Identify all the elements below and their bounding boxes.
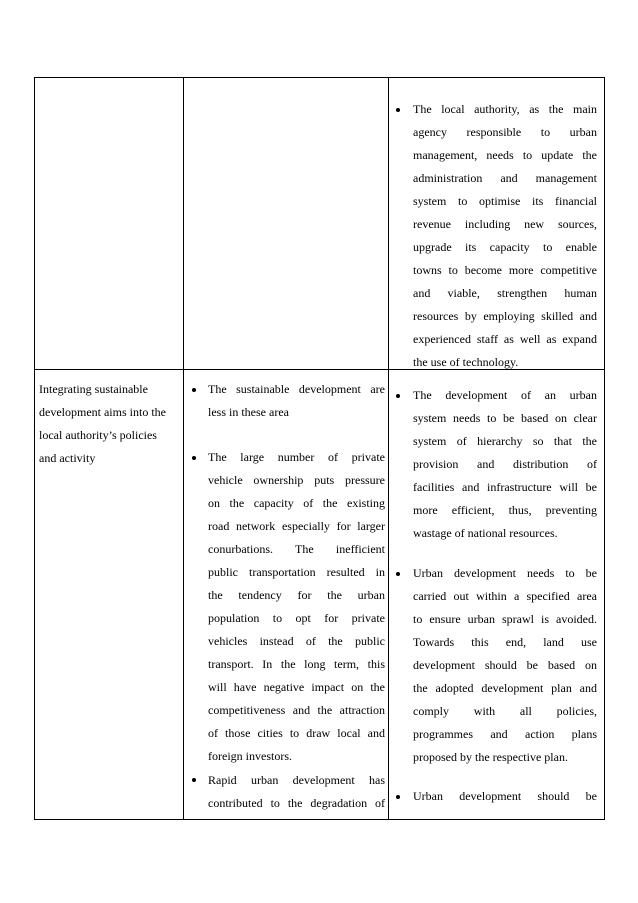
text-line: provision and distribution of — [413, 457, 597, 471]
text-line: programmes and action plans — [413, 727, 597, 741]
text-line: local authority’s policies — [39, 428, 157, 442]
text-line: vehicles instead of the public — [208, 634, 385, 648]
row1-col3-item1 — [413, 98, 597, 374]
text-line: system to optimise its financial — [413, 194, 597, 208]
text-line: management, needs to update the — [413, 148, 597, 162]
bullet-icon — [396, 394, 400, 398]
text-line: more efficient, thus, preventing — [413, 503, 597, 517]
text-line: population to opt for private — [208, 611, 385, 625]
text-line: system needs to be based on clear — [413, 411, 597, 425]
row2-col1-heading — [39, 378, 181, 470]
text-line: Rapid urban development has — [208, 773, 385, 787]
text-line: Urban development should be — [413, 789, 597, 803]
bullet-icon — [192, 456, 196, 460]
text-line: public transportation resulted in — [208, 565, 385, 579]
text-line: of those cities to draw local and — [208, 726, 385, 740]
text-line: transport. In the long term, this — [208, 657, 385, 671]
text-line: experienced staff as well as expand — [413, 332, 597, 346]
text-line: will have negative impact on the — [208, 680, 385, 694]
text-line: less in these area — [208, 405, 289, 419]
text-line: vehicle ownership puts pressure — [208, 473, 385, 487]
row2-col3-item2 — [413, 562, 597, 769]
text-line: development aims into the — [39, 405, 166, 419]
text-line: upgrade its capacity to enable — [413, 240, 597, 254]
text-line: The large number of private — [208, 450, 385, 464]
text-line: facilities and infrastructure will be — [413, 480, 597, 494]
text-line: revenue including new sources, — [413, 217, 597, 231]
row2-col2-item3 — [208, 769, 385, 815]
bullet-icon — [396, 108, 400, 112]
row1-col2-cell — [184, 78, 389, 370]
row2-col2-item1 — [208, 378, 385, 424]
text-line: wastage of national resources. — [413, 526, 558, 540]
text-line: the adopted development plan and — [413, 681, 597, 695]
text-line: The sustainable development are — [208, 382, 385, 396]
text-line: Urban development needs to be — [413, 566, 597, 580]
text-line: agency responsible to urban — [413, 125, 597, 139]
row2-col3-item1 — [413, 384, 597, 545]
text-line: administration and management — [413, 171, 597, 185]
text-line: to ensure urban sprawl is avoided. — [413, 612, 597, 626]
text-line: towns to become more competitive — [413, 263, 597, 277]
text-line: carried out within a specified area — [413, 589, 597, 603]
row2-col3-item3 — [413, 785, 597, 808]
text-line: The local authority, as the main — [413, 102, 597, 116]
row2-col2-item2 — [208, 446, 385, 768]
text-line: on the capacity of the existing — [208, 496, 385, 510]
text-line: foreign investors. — [208, 749, 292, 763]
bullet-icon — [192, 388, 196, 392]
text-line: the use of technology. — [413, 355, 519, 369]
bullet-icon — [396, 795, 400, 799]
text-line: competitiveness and the attraction — [208, 703, 385, 717]
bullet-icon — [192, 778, 196, 782]
text-line: conurbations. The inefficient — [208, 542, 385, 556]
text-line: system of hierarchy so that the — [413, 434, 597, 448]
text-line: Towards this end, land use — [413, 635, 597, 649]
text-line: contributed to the degradation of — [208, 796, 385, 810]
text-line: Integrating sustainable — [39, 382, 148, 396]
text-line: proposed by the respective plan. — [413, 750, 568, 764]
text-line: and viable, strengthen human — [413, 286, 597, 300]
text-line: the tendency for the urban — [208, 588, 385, 602]
text-line: The development of an urban — [413, 388, 597, 402]
text-line: road network especially for larger — [208, 519, 385, 533]
bullet-icon — [396, 572, 400, 576]
text-line: resources by employing skilled and — [413, 309, 597, 323]
text-line: development should be based on — [413, 658, 597, 672]
text-line: comply with all policies, — [413, 704, 597, 718]
text-line: and activity — [39, 451, 96, 465]
row1-col1-cell — [35, 78, 184, 370]
